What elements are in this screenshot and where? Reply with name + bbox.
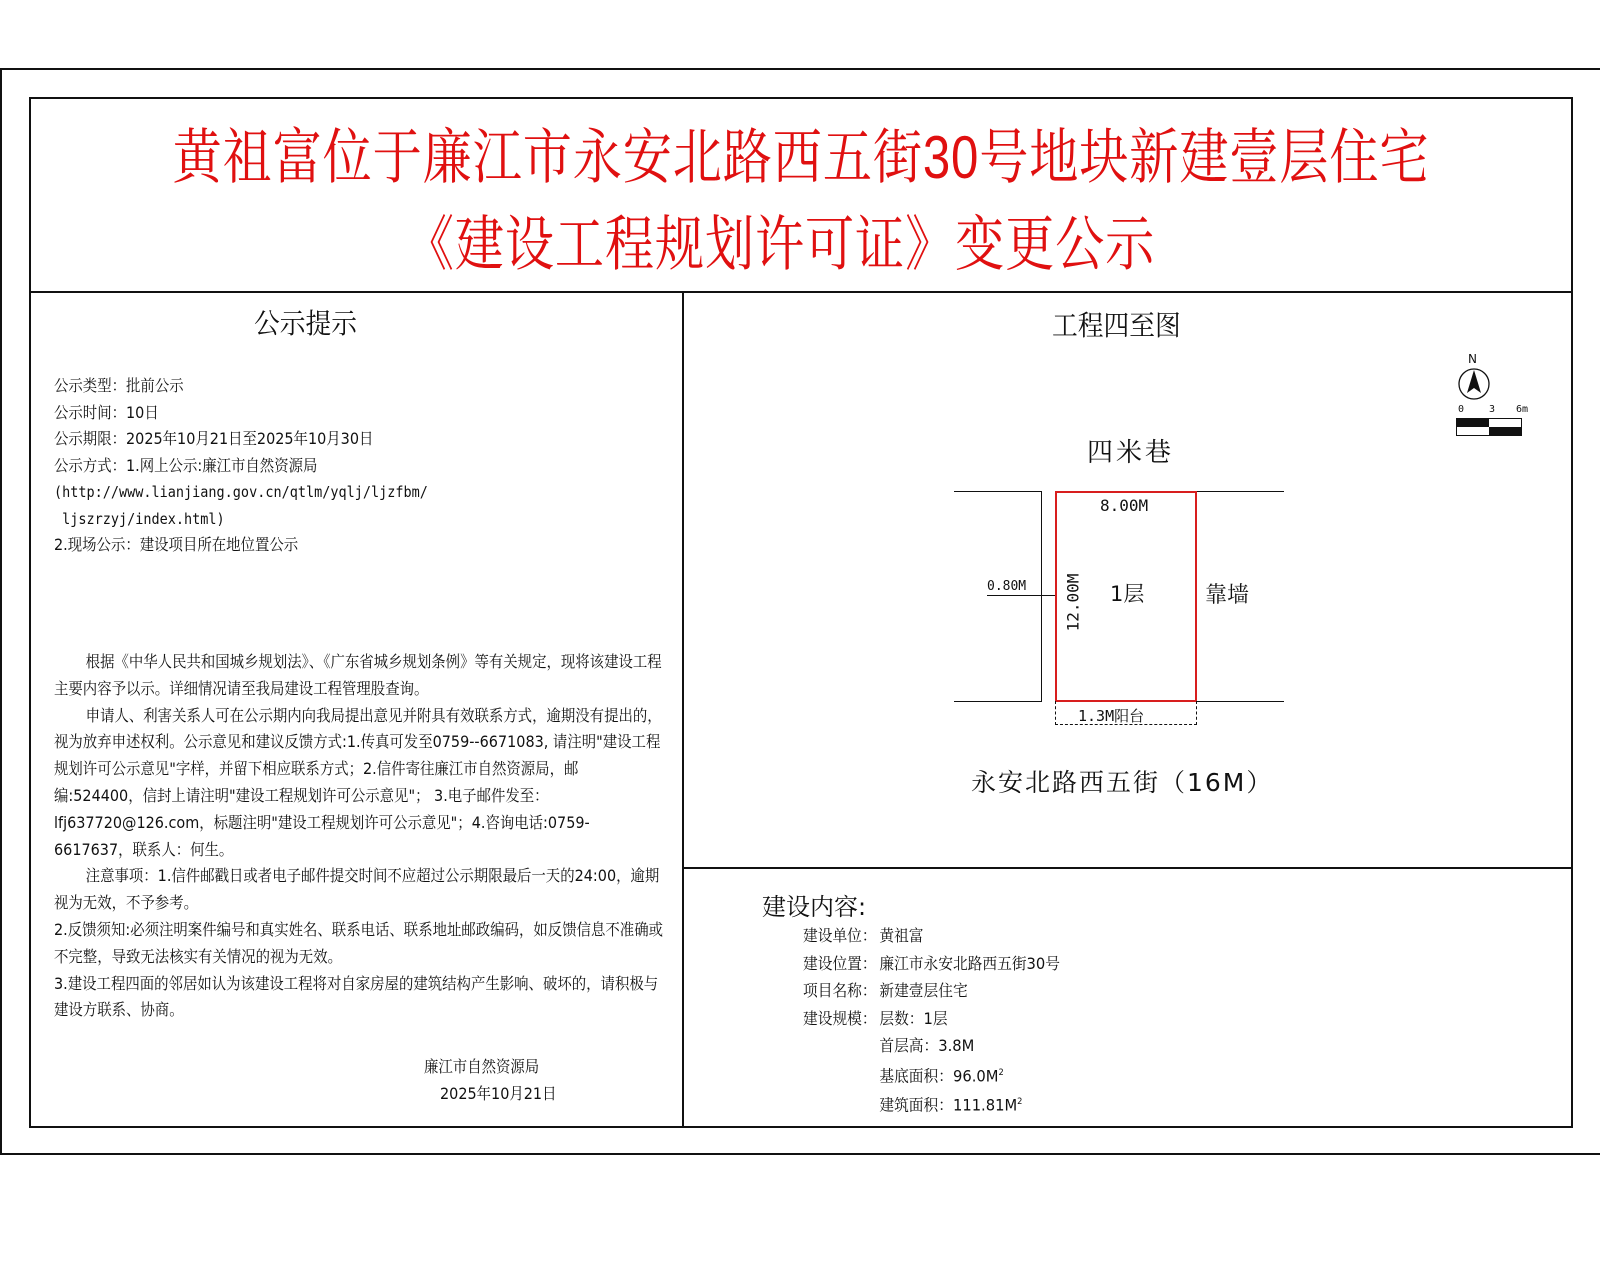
width-dimension: 8.00M — [1100, 496, 1149, 515]
notice-period-value: 2025年10月21日至2025年10月30日 — [126, 429, 374, 448]
notice-paragraph: 根据《中华人民共和国城乡规划法》、《广东省城乡规划条例》等有关规定，现将该建设工程主要内容予以示。详细情况请至我局建设工程管理股查询。 — [54, 652, 662, 698]
west-neighbor-bottom-line — [954, 701, 1042, 702]
west-neighbor-wall — [1041, 491, 1042, 701]
west-neighbor-top-line — [954, 491, 1042, 492]
setback-dimension-line — [987, 595, 1055, 596]
row-value: 廉江市永安北路西五街30号 — [879, 953, 1061, 973]
superscript: 2 — [998, 1067, 1004, 1078]
notice-method-value: 1.网上公示:廉江市自然资源局 — [126, 455, 318, 475]
notice-url-line-1[interactable]: (http://www.lianjiang.gov.cn/qtlm/yqlj/ljzfbm/ — [54, 483, 428, 501]
north-label: N — [1468, 352, 1477, 366]
notice-method-row — [54, 453, 630, 480]
scale-bar-segment — [1489, 427, 1521, 435]
notice-period-label: 公示期限： — [54, 429, 127, 448]
row-value: 新建壹层住宅 — [879, 981, 968, 1000]
east-neighbor-top-line — [1196, 491, 1284, 492]
construction-row-location — [803, 950, 1060, 978]
notice-type-label: 公示类型： — [54, 376, 127, 395]
construction-row-unit — [803, 922, 1060, 950]
superscript: 2 — [1017, 1097, 1023, 1108]
construction-row-project — [803, 977, 1060, 1005]
building-floors-label: 1层 — [1110, 582, 1145, 606]
page-title-line-2: 《建设工程规划许可证》变更公示 — [404, 211, 1156, 278]
notice-type-value: 批前公示 — [126, 376, 184, 395]
setback-dimension: 0.80M — [987, 579, 1027, 594]
issue-date: 2025年10月21日 — [440, 1084, 557, 1103]
map-info-divider — [682, 867, 1573, 869]
site-map-heading: 工程四至图 — [1052, 309, 1181, 342]
issuer-name: 廉江市自然资源局 — [424, 1057, 540, 1076]
north-road-label: 四米巷 — [1087, 438, 1175, 468]
row-value: 首层高：3.8M — [879, 1036, 975, 1055]
construction-heading: 建设内容: — [762, 893, 867, 921]
notice-paragraph: 3.建设工程四面的邻居如认为该建设工程将对自家房屋的建筑结构产生影响、破坏的，请积极与建设方联系、协商。 — [54, 973, 659, 1020]
row-label: 建设位置： — [803, 953, 877, 973]
notice-duration-row — [54, 400, 630, 427]
notice-paragraph: 申请人、利害关系人可在公示期内向我局提出意见并附具有效联系方式，逾期没有提出的，视为放弃申述权利。公示意见和建议反馈方式:1.传真可发至0759--6671083, 请注明"建设工程规划许可公示意见"字样，并留下相应联系方式；2.信件寄往廉江市自然资源局，邮编:524400，信封上请注明"建设工程规划许可公示意见"； 3.电子邮件发至：lfj637720@126.com，标题注明"建设工程规划许可公示意见"；4.咨询电话:0759-6617637，联系人：何生。 — [54, 705, 662, 859]
south-road-label: 永安北路西五街（16M） — [971, 768, 1274, 797]
scale-bar — [1456, 418, 1522, 436]
compass-icon — [1456, 366, 1492, 402]
notice-period-row — [54, 426, 630, 453]
notice-paragraph: 注意事项：1.信件邮戳日或者电子邮件提交时间不应超过公示期限最后一天的24:00，逾期视为无效，不予参考。 — [54, 866, 660, 913]
notice-method-label: 公示方式： — [54, 455, 127, 475]
balcony-label: 1.3M阳台 — [1078, 707, 1145, 725]
scale-tick-3: 3 — [1489, 404, 1496, 415]
row-value — [879, 1089, 1022, 1119]
depth-dimension: 12.00M — [1063, 573, 1083, 632]
notice-type-row — [54, 373, 630, 400]
notice-summary — [54, 373, 630, 559]
east-neighbor-bottom-line — [1196, 701, 1284, 702]
notice-onsite: 2.现场公示：建设项目所在地位置公示 — [54, 535, 299, 554]
page-title-line-1: 黄祖富位于廉江市永安北路西五街30号地块新建壹层住宅 — [172, 124, 1430, 191]
row-value — [879, 1060, 1003, 1090]
column-divider — [682, 291, 684, 1128]
east-side-label: 靠墙 — [1205, 583, 1250, 608]
notice-url-line-2[interactable]: ljszrzyj/index.html) — [54, 509, 225, 528]
row-value: 黄祖富 — [879, 926, 924, 945]
notice-heading: 公示提示 — [254, 307, 358, 340]
construction-row-scale — [803, 1005, 1060, 1033]
construction-row-base-area — [803, 1060, 1060, 1090]
title-divider — [29, 291, 1573, 293]
scale-tick-6: 6m — [1516, 404, 1529, 415]
scale-bar-segment — [1457, 419, 1489, 427]
row-value: 层数：1层 — [879, 1008, 948, 1028]
notice-paragraph: 2.反馈须知:必须注明案件编号和真实姓名、联系电话、联系地址邮政编码，如反馈信息不准确或不完整，导致无法核实有关情况的视为无效。 — [54, 919, 664, 966]
notice-duration-value: 10日 — [126, 402, 159, 422]
construction-details — [803, 922, 1060, 1119]
row-label: 建设单位： — [803, 926, 877, 945]
row-label: 项目名称： — [803, 981, 877, 1000]
construction-row-floor-height — [803, 1032, 1060, 1060]
scale-tick-0: 0 — [1458, 404, 1465, 415]
notice-duration-label: 公示时间： — [54, 402, 127, 422]
notice-body — [54, 649, 666, 1024]
row-label: 建设规模： — [803, 1008, 877, 1028]
floor-area-value: 建筑面积：111.81M — [879, 1095, 1018, 1115]
construction-row-floor-area — [803, 1089, 1060, 1119]
base-area-value: 基底面积：96.0M — [879, 1065, 999, 1085]
